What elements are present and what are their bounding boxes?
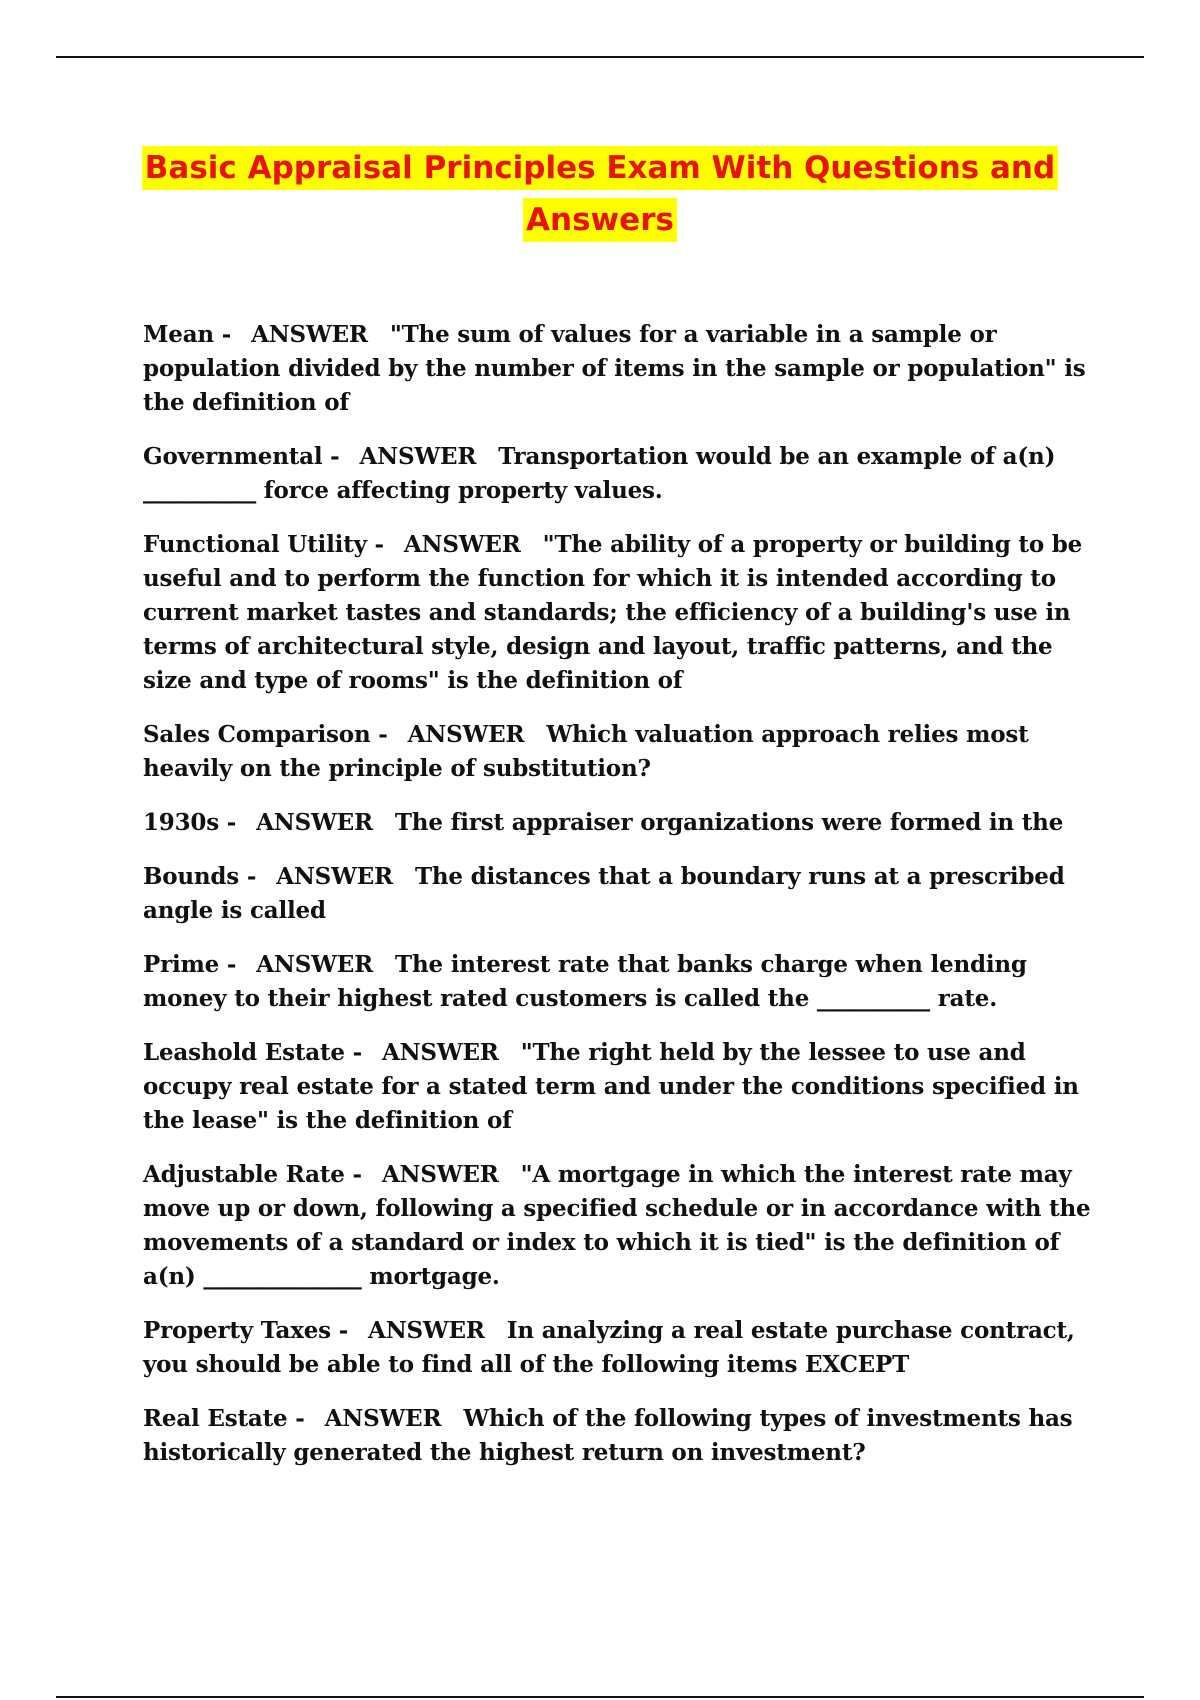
qa-term: Adjustable Rate -: [143, 1161, 362, 1188]
answer-label: ANSWER: [359, 443, 477, 470]
qa-question: The interest rate that banks charge when lending money to their highest rated customers is called the __________ rate.: [143, 951, 1027, 1012]
qa-item: [143, 948, 1098, 1016]
answer-label: ANSWER: [276, 863, 393, 890]
qa-question: Which of the following types of investments has historically generated the highest return on investment?: [143, 1405, 1073, 1466]
qa-term: Bounds -: [143, 863, 257, 890]
qa-term: Sales Comparison -: [143, 721, 388, 748]
answer-label: ANSWER: [403, 531, 521, 558]
qa-term: Functional Utility -: [143, 531, 384, 558]
qa-question: Which valuation approach relies most heavily on the principle of substitution?: [143, 721, 1029, 782]
answer-label: ANSWER: [324, 1405, 442, 1432]
qa-item: [143, 1314, 1098, 1382]
answer-label: ANSWER: [381, 1161, 499, 1188]
qa-question: "The right held by the lessee to use and occupy real estate for a stated term and under the conditions specified in the lease" is the definition of: [143, 1039, 1079, 1134]
bottom-divider: [56, 1696, 1144, 1698]
qa-list: [143, 318, 1098, 1490]
qa-question: In analyzing a real estate purchase contract, you should be able to find all of the following items EXCEPT: [143, 1317, 1075, 1378]
qa-item: [143, 860, 1098, 928]
qa-term: Mean -: [143, 321, 232, 348]
qa-term: 1930s -: [143, 809, 237, 836]
qa-question: "A mortgage in which the interest rate may move up or down, following a specified schedule or in accordance with the movements of a standard or index to which it is tied" is the definition of a(n) ______________ mortgage.: [143, 1161, 1091, 1290]
qa-term: Property Taxes -: [143, 1317, 349, 1344]
qa-item: [143, 806, 1098, 840]
answer-label: ANSWER: [407, 721, 525, 748]
answer-label: ANSWER: [256, 951, 374, 978]
qa-item: [143, 528, 1098, 698]
qa-question: The distances that a boundary runs at a prescribed angle is called: [143, 863, 1065, 924]
qa-question: The first appraiser organizations were formed in the: [394, 809, 1064, 836]
qa-question: "The sum of values for a variable in a sample or population divided by the number of items in the sample or population" is the definition of: [143, 321, 1086, 416]
answer-label: ANSWER: [251, 321, 368, 348]
qa-item: [143, 1402, 1098, 1470]
answer-label: ANSWER: [256, 809, 373, 836]
answer-label: ANSWER: [368, 1317, 485, 1344]
qa-item: [143, 1158, 1098, 1294]
qa-term: Leashold Estate -: [143, 1039, 362, 1066]
top-divider: [56, 56, 1144, 58]
qa-item: [143, 1036, 1098, 1138]
document-title-text: Basic Appraisal Principles Exam With Questions and Answers: [142, 146, 1058, 242]
qa-term: Governmental -: [143, 443, 340, 470]
qa-question: Transportation would be an example of a(n) __________ force affecting property values.: [143, 443, 1056, 504]
document-title: [100, 142, 1100, 246]
qa-term: Real Estate -: [143, 1405, 305, 1432]
answer-label: ANSWER: [381, 1039, 499, 1066]
qa-item: [143, 718, 1098, 786]
qa-term: Prime -: [143, 951, 237, 978]
qa-item: [143, 318, 1098, 420]
qa-question: "The ability of a property or building to be useful and to perform the function for which it is intended according to current market tastes and standards; the efficiency of a building's use in terms of architectural style, design and layout, traffic patterns, and the size and type of rooms" is the definition of: [143, 531, 1083, 694]
qa-item: [143, 440, 1098, 508]
